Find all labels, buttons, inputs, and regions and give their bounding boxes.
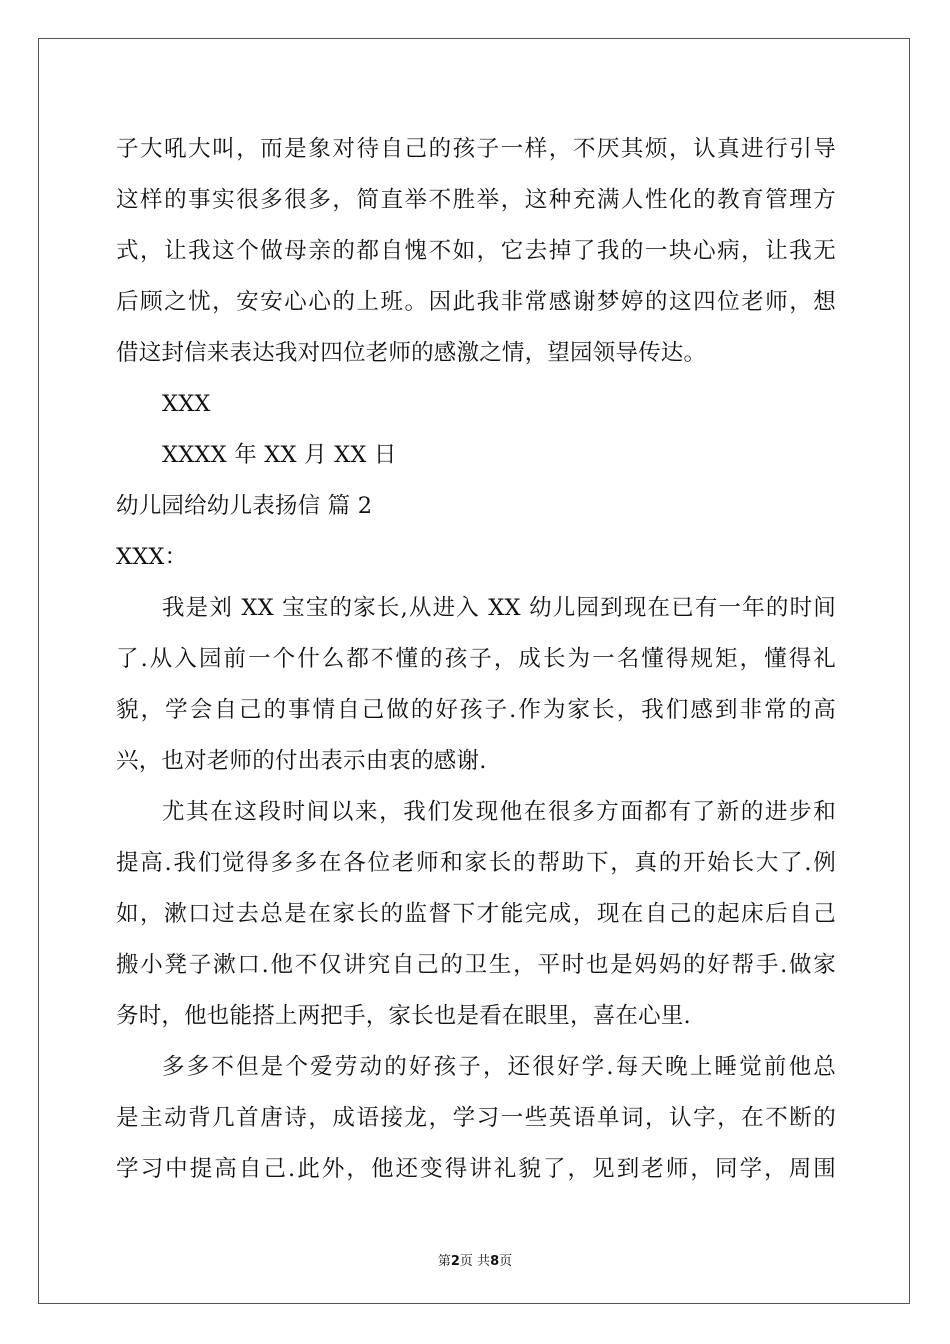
salutation: XXX： xyxy=(116,544,188,570)
footer-mid: 页 共 xyxy=(459,1254,491,1269)
signature-date: XXXX 年 XX 月 XX 日 xyxy=(162,442,397,468)
body-line: 尤其在这段时间以来，我们发现他在很多方面都有了新的进步和 xyxy=(162,799,836,825)
body-line: 借这封信来表达我对四位老师的感激之情，望园领导传达。 xyxy=(116,340,707,366)
document-body xyxy=(116,124,836,1195)
signature-name: XXX xyxy=(162,391,211,417)
footer-suffix: 页 xyxy=(499,1254,513,1269)
body-line: 务时，他也能搭上两把手，家长也是看在眼里，喜在心里. xyxy=(116,1003,691,1029)
section-heading: 幼儿园给幼儿表扬信 篇 2 xyxy=(116,493,373,519)
total-page-count: 8 xyxy=(490,1254,500,1269)
body-line: 提高.我们觉得多多在各位老师和家长的帮助下，真的开始长大了.例 xyxy=(116,850,836,876)
body-line: 式，让我这个做母亲的都自愧不如，它去掉了我的一块心病，让我无 xyxy=(116,238,836,264)
body-line: 了.从入园前一个什么都不懂的孩子，成长为一名懂得规矩，懂得礼 xyxy=(116,646,836,672)
footer-prefix: 第 xyxy=(437,1254,451,1269)
body-line: 貌，学会自己的事情自己做的好孩子.作为家长，我们感到非常的高 xyxy=(116,697,836,723)
page-footer xyxy=(0,1250,950,1269)
current-page-number: 2 xyxy=(450,1254,460,1269)
body-line: 多多不但是个爱劳动的好孩子，还很好学.每天晚上睡觉前他总 xyxy=(162,1054,836,1080)
body-line: 是主动背几首唐诗，成语接龙，学习一些英语单词，认字，在不断的 xyxy=(116,1105,836,1131)
body-line: 我是刘 XX 宝宝的家长,从进入 XX 幼儿园到现在已有一年的时间 xyxy=(162,595,836,621)
body-line: 后顾之忧，安安心心的上班。因此我非常感谢梦婷的这四位老师，想 xyxy=(116,289,836,315)
body-line: 这样的事实很多很多，简直举不胜举，这种充满人性化的教育管理方 xyxy=(116,187,836,213)
body-line: 子大吼大叫，而是象对待自己的孩子一样，不厌其烦，认真进行引导 xyxy=(116,136,836,162)
body-line: 搬小凳子漱口.他不仅讲究自己的卫生，平时也是妈妈的好帮手.做家 xyxy=(116,952,836,978)
body-line: 学习中提高自己.此外，他还变得讲礼貌了，见到老师，同学，周围 xyxy=(116,1156,836,1182)
body-line: 兴，也对老师的付出表示由衷的感谢. xyxy=(116,748,487,774)
body-line: 如，漱口过去总是在家长的监督下才能完成，现在自己的起床后自己 xyxy=(116,901,836,927)
